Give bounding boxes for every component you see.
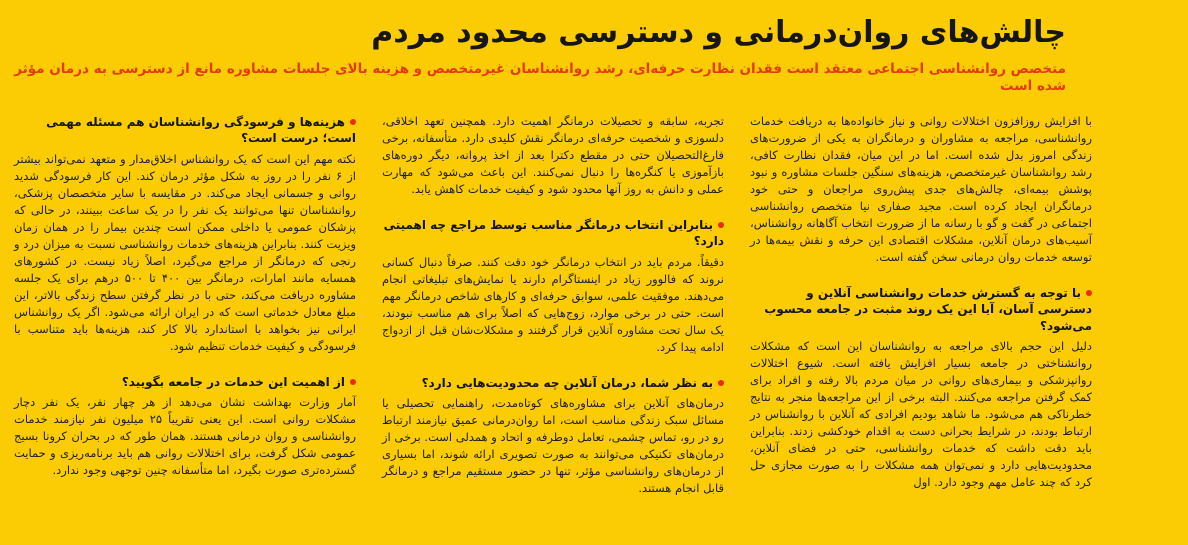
bullet-icon [350, 379, 356, 385]
article-column-2 [382, 113, 724, 500]
question-text: با توجه به گسترش خدمات روانشناسی آنلاین و دسترسی آسان، آیا این یک روند مثبت در جامعه محسوب می‌شود؟ [764, 285, 1092, 333]
question-heading [382, 375, 724, 392]
question-heading [750, 285, 1092, 335]
bullet-icon [718, 222, 724, 228]
bullet-icon [350, 119, 356, 125]
question-heading [14, 374, 356, 391]
body-paragraph: دقیقاً. مردم باید در انتخاب درمانگر خود دقت کنند. صرفاً دنبال کسانی نروند که فالوور زیاد در اینستاگرام دارند یا نمایش‌های تبلیغاتی انجام می‌دهند. موفقیت علمی، سوابق حرفه‌ای و کارهای شاخص درمانگر مهم است. حتی در برخی موارد، زوج‌هایی که اصلاً برای هم مناسب نبودند، یک سال تحت مشاوره آنلاین قرار گرفتند و مشکلات‌شان قبل از ازدواج ادامه پیدا کرد. [382, 254, 724, 354]
article-column-3 [14, 113, 356, 482]
article-header [14, 14, 1092, 96]
question-text: هزینه‌ها و فرسودگی روانشناسان هم مسئله مهمی است؛ درست است؟ [46, 114, 356, 146]
question-text: بنابراین انتخاب درمانگر مناسب توسط مراجع چه اهمیتی دارد؟ [383, 217, 724, 249]
question-heading [382, 217, 724, 250]
question-heading [14, 114, 356, 147]
question-text: به نظر شما، درمان آنلاین چه محدودیت‌هایی دارد؟ [421, 375, 713, 390]
body-paragraph: تجربه، سابقه و تحصیلات درمانگر اهمیت دارد. همچنین تعهد اخلاقی، دلسوزی و شخصیت حرفه‌ای درمانگر نقش کلیدی دارد. متأسفانه، برخی فارغ‌التحصیلان حتی در مقطع دکترا بعد از اخذ پروانه، دیگر دوره‌های بازآموزی یا کنگره‌ها را دنبال نمی‌کنند. این باعث می‌شود که مهارت عملی و دانش به روز آنها محدود شود و کیفیت خدمات کاهش یابد. [382, 113, 724, 196]
article-columns [14, 113, 1092, 500]
body-paragraph: دلیل این حجم بالای مراجعه به روانشناسان این است که مشکلات روانشناختی در جامعه بسیار افزایش یافته است. شیوع اختلالات روانپزشکی و بیماری‌های روانی در میان مردم بالا رفته و افراد برای کمک گرفتن مراجعه می‌کنند. البته برخی از این مراجعه‌ها منجر به نتایج خطرناکی هم می‌شود. ما شاهد بودیم افرادی که آنلاین با روانشناس در ارتباط بودند، در شرایط بحرانی دست به اقدام خودکشی زدند. بنابراین باید دقت داشت که خدمات روانشناسی، حتی در فضای آنلاین، محدودیت‌هایی دارد و نمی‌توان همه مشکلات را به صورت مجازی حل کرد که چند عامل مهم وجود دارد. اول [750, 339, 1092, 490]
body-paragraph: با افزایش روزافزون اختلالات روانی و نیاز خانواده‌ها به دریافت خدمات روانشناسی، مراجعه به مشاوران و درمانگران به یکی از ضرورت‌های زندگی امروز بدل شده است. اما در این میان، فقدان نظارت کافی، رشد روانشناسان غیرمتخصص، هزینه‌های سنگین جلسات مشاوره و نبود پوشش بیمه‌ای، چالش‌های جدی پیش‌روی مراجعان و حتی خود درمانگران ایجاد کرده است. مجید صفاری نیا متخصص روانشناسی اجتماعی در گفت و گو با رسانه ما از ضرورت انتخاب آگاهانه روانشناس، آسیب‌های درمان آنلاین، مشکلات اقتصادی این حرفه و نقش بیمه‌ها در توسعه خدمات روان درمانی سخن گفته است. [750, 113, 1092, 264]
bullet-icon [1086, 290, 1092, 296]
body-paragraph: درمان‌های آنلاین برای مشاوره‌های کوتاه‌مدت، راهنمایی تحصیلی یا مسائل سبک زندگی مناسب است، اما روان‌درمانی عمیق نیازمند ارتباط رو در رو، تماس چشمی، تعامل دوطرفه و اتحاد و همدلی است. برخی از درمان‌های تکنیکی می‌توانند به صورت تصویری ارائه شوند، اما بسیاری از درمان‌های روانشناسی مؤثر، تنها در حضور مستقیم مراجع و درمانگر قابل انجام هستند. [382, 396, 724, 496]
article-title: چالش‌های روان‌درمانی و دسترسی محدود مردم [371, 15, 1066, 50]
body-paragraph: نکته مهم این است که یک روانشناس اخلاق‌مدار و متعهد نمی‌تواند بیشتر از ۶ نفر را در روز به شکل مؤثر درمان کند. این کار فرسودگی شدید روانی و جسمانی ایجاد می‌کند. در مقایسه با سایر متخصصان پزشکی، روانشناسان تنها می‌توانند یک نفر را در یک ساعت ببینند، در حالی که پزشکان عمومی یا داخلی ممکن است چندین بیمار را در همان زمان ویزیت کنند. بنابراین هزینه‌های خدمات روانشناسی نسبت به میزان درد و رنجی که درمانگر از مراجع می‌گیرد، اصلاً زیاد نیست. در کشورهای همسایه مانند امارات، درمانگر بین ۴۰۰ تا ۵۰۰ درهم برای یک جلسه مشاوره دریافت می‌کند، حتی با در نظر گرفتن سطح زندگی بالاتر، این مبلغ معادل خدماتی است که در ایران ارائه می‌شود. اگر یک روانشناس ایرانی نیز بخواهد با استاندارد بالا کار کند، هزینه‌ها باید متناسب با فرسودگی و کیفیت خدمات تنظیم شود. [14, 151, 357, 353]
article-subtitle: متخصص روانشناسی اجتماعی معتقد است فقدان نظارت حرفه‌ای، رشد روانشناسان غیرمتخصص و هزینه بالای جلسات مشاوره مانع از دسترسی به درمان مؤثر شده است [14, 60, 1066, 95]
article-column-1 [750, 113, 1092, 494]
question-text: از اهمیت این خدمات در جامعه بگویید؟ [121, 374, 345, 389]
body-paragraph: آمار وزارت بهداشت نشان می‌دهد از هر چهار نفر، یک نفر دچار مشکلات روانی است. این یعنی تقریباً ۲۵ میلیون نفر نیازمند خدمات روانشناسی و روان درمانی هستند. همان طور که در بحران کرونا بسیج عمومی شکل گرفت، برای اختلالات روانی هم باید برنامه‌ریزی و حمایت گسترده‌تری صورت بگیرد، اما متأسفانه چنین توجهی وجود ندارد. [14, 395, 357, 478]
bullet-icon [718, 380, 724, 386]
